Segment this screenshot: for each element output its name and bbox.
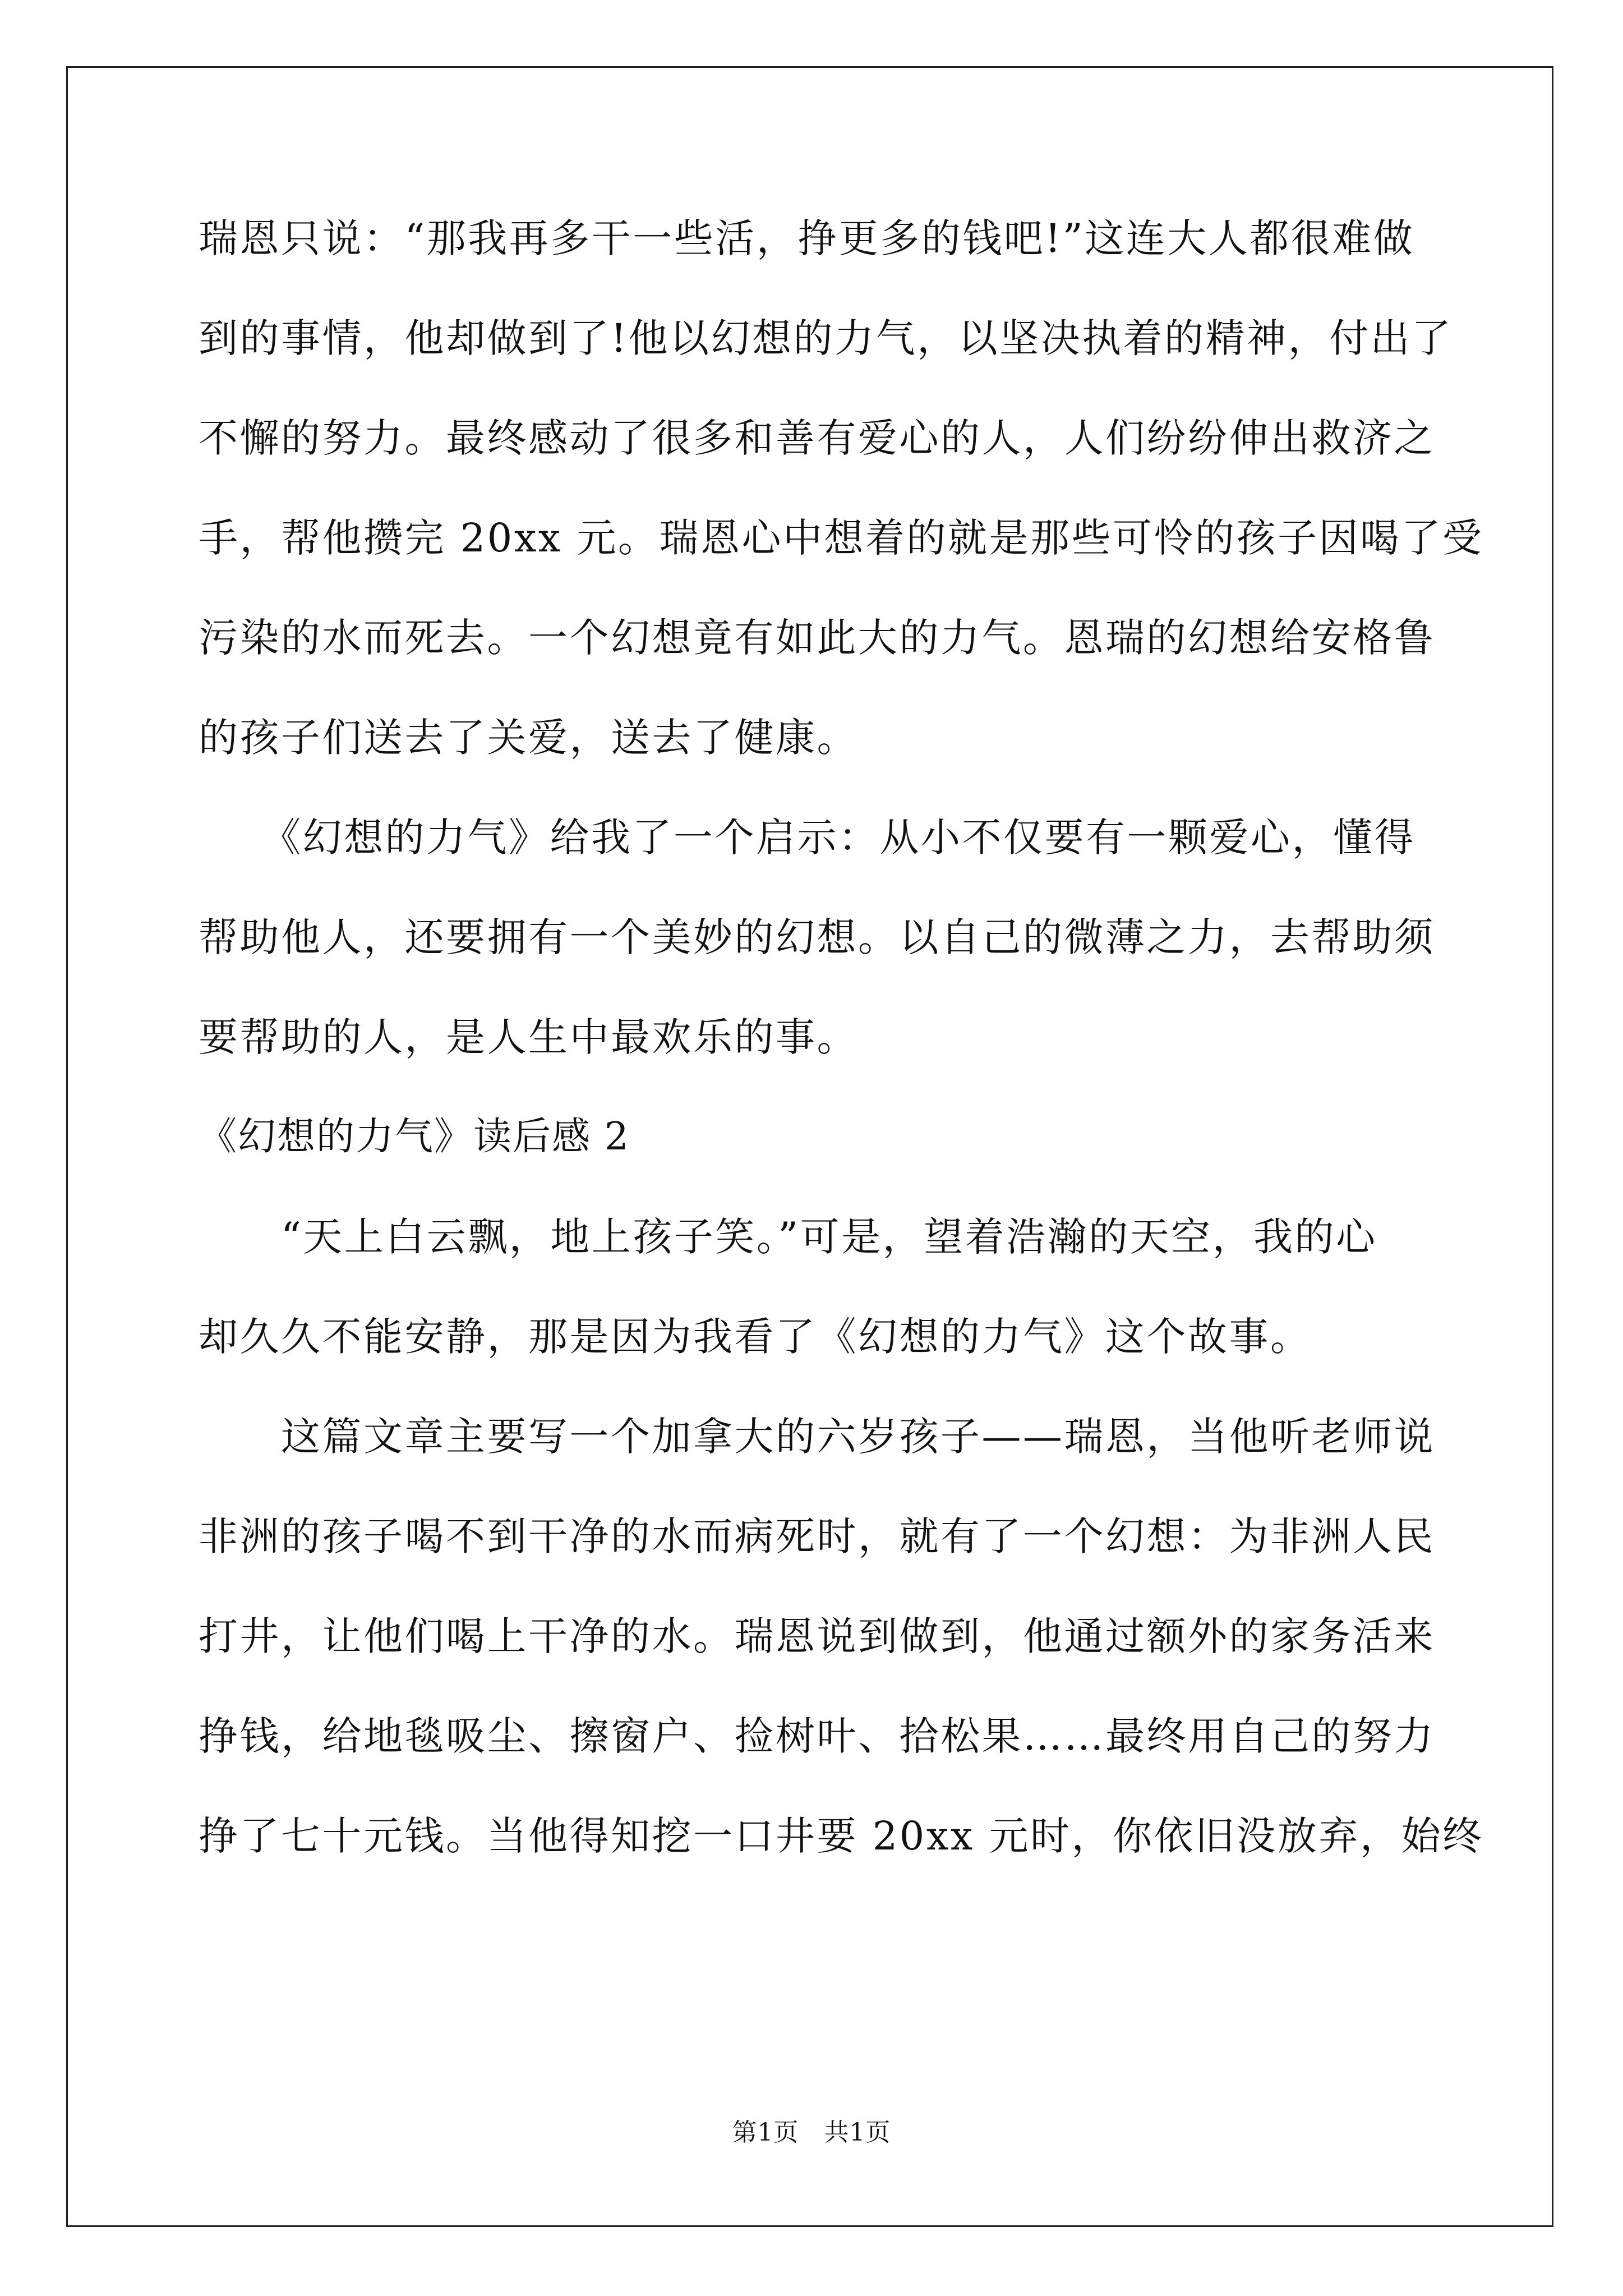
text-line: 到的事情，他却做到了!他以幻想的力气，以坚决执着的精神，付出了: [199, 315, 1453, 361]
text-line: 帮助他人，还要拥有一个美妙的幻想。以自己的微薄之力，去帮助须: [199, 914, 1435, 960]
text-line: 挣了七十元钱。当他得知挖一口井要 20xx 元时，你依旧没放弃，始终: [199, 1813, 1484, 1859]
text-line: 《幻想的力气》给我了一个启示：从小不仅要有一颗爱心，懂得: [199, 815, 1415, 861]
text-line: 不懈的努力。最终感动了很多和善有爱心的人，人们纷纷伸出救济之: [199, 415, 1435, 461]
text-line: 瑞恩只说：“那我再多干一些活，挣更多的钱吧!”这连大人都很难做: [199, 215, 1415, 261]
section-heading: 《幻想的力气》读后感 2: [199, 1115, 630, 1159]
text-line: “天上白云飘，地上孩子笑。”可是，望着浩瀚的天空，我的心: [199, 1214, 1377, 1260]
text-line: 却久久不能安静，那是因为我看了《幻想的力气》这个故事。: [199, 1314, 1312, 1360]
text-line: 手，帮他攒完 20xx 元。瑞恩心中想着的就是那些可怜的孩子因喝了受: [199, 515, 1484, 561]
page-number: 第1页 共1页: [732, 2118, 891, 2147]
text-line: 非洲的孩子喝不到干净的水而病死时，就有了一个幻想：为非洲人民: [199, 1513, 1435, 1559]
text-line: 要帮助的人，是人生中最欢乐的事。: [199, 1014, 858, 1060]
page-footer: [0, 2117, 1623, 2148]
text-line: 的孩子们送去了关爱，送去了健康。: [199, 715, 858, 761]
text-line: 污染的水而死去。一个幻想竟有如此大的力气。恩瑞的幻想给安格鲁: [199, 615, 1435, 661]
text-line: 这篇文章主要写一个加拿大的六岁孩子——瑞恩，当他听老师说: [199, 1414, 1435, 1460]
text-line: 挣钱，给地毯吸尘、擦窗户、捡树叶、拾松果……最终用自己的努力: [199, 1713, 1435, 1759]
text-line: 打井，让他们喝上干净的水。瑞恩说到做到，他通过额外的家务活来: [199, 1613, 1435, 1659]
